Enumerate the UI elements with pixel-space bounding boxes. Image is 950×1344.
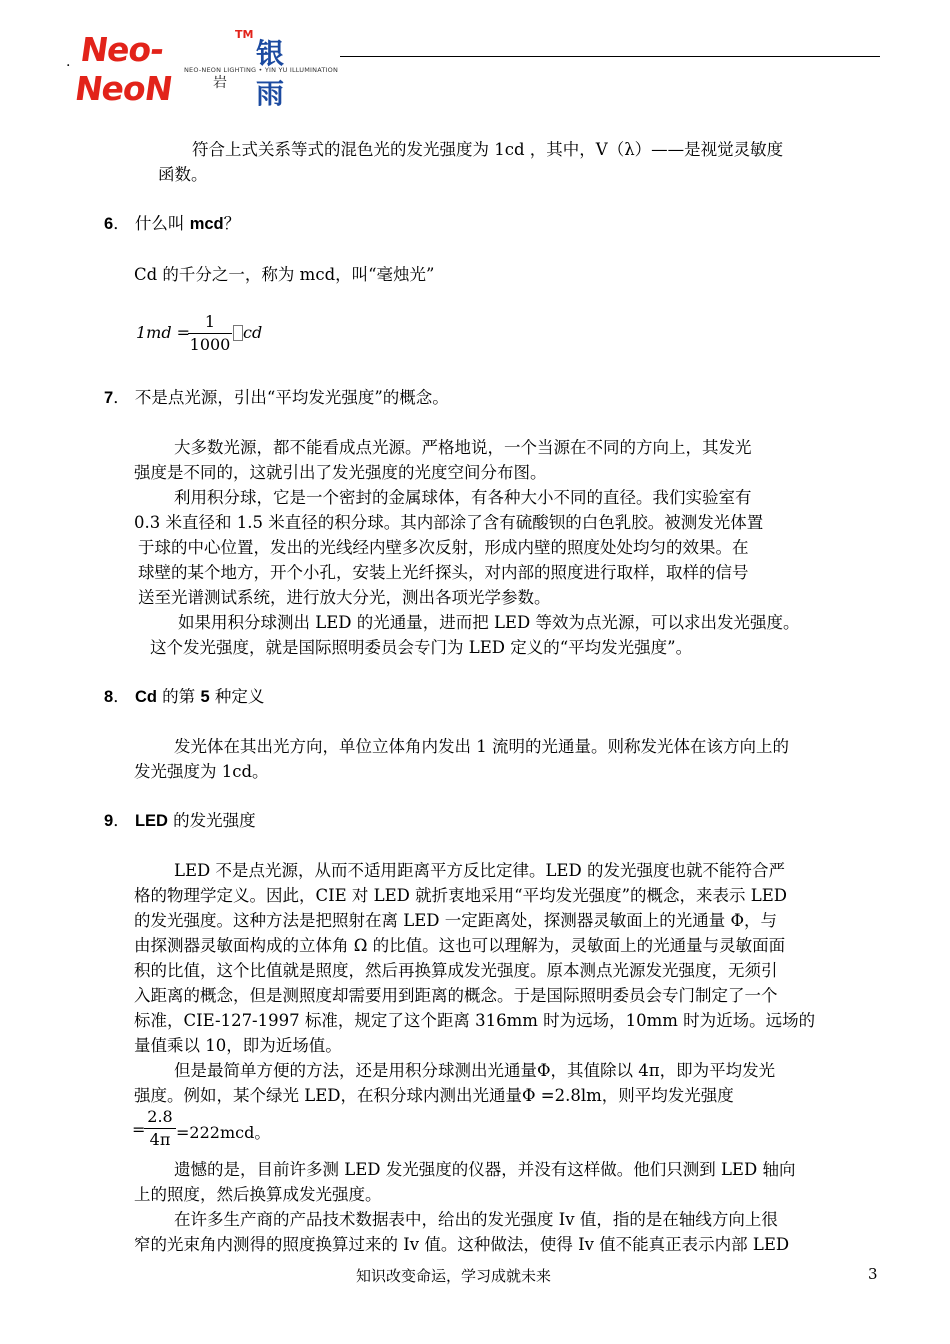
s7-line: 如果用积分球测出 LED 的光通量，进而把 LED 等效为点光源，可以求出发光强度。 — [178, 613, 800, 632]
s9-line: 遗憾的是，目前许多测 LED 发光强度的仪器，并没有这样做。他们只测到 LED 轴向 — [174, 1160, 796, 1179]
s9-line: 标准，CIE-127-1997 标准，规定了这个距离 316mm 时为远场，10mm 时为近场。远场的 — [134, 1011, 816, 1030]
s7-line: 利用积分球，它是一个密封的金属球体，有各种大小不同的直径。我们实验室有 — [174, 488, 752, 507]
logo-under-char: 岩 — [213, 75, 227, 91]
intro-line-1: 符合上式关系等式的混色光的发光强度为 1cd ，其中，V（λ）——是视觉灵敏度 — [192, 140, 784, 159]
section-7-number: 7 — [104, 389, 114, 407]
s9-line: 的发光强度。这种方法是把照射在离 LED 一定距离处，探测器灵敏面上的光通量 Φ，与 — [134, 911, 777, 930]
s7-line: 于球的中心位置，发出的光线经内壁多次反射，形成内壁的照度处处均匀的效果。在 — [138, 538, 749, 557]
eq-fraction — [188, 311, 232, 356]
s7-line: 这个发光强度，就是国际照明委员会专门为 LED 定义的“平均发光强度”。 — [150, 638, 693, 657]
s9-line: 格的物理学定义。因此，CIE 对 LED 就折衷地采用“平均发光强度”的概念，来表示 LED — [134, 886, 787, 905]
s9-line: 由探测器灵敏面构成的立体角 Ω 的比值。这也可以理解为，灵敏面上的光通量与灵敏面面 — [134, 936, 786, 955]
s9-line: 量值乘以 10，即为近场值。 — [134, 1036, 342, 1055]
eq-numerator: 1 — [204, 312, 216, 331]
logo-trademark: TM — [235, 28, 254, 41]
header-rule — [340, 56, 880, 57]
logo-wordmark: Neo-NeoN — [72, 30, 175, 108]
s9-line: 入距离的概念，但是测照度却需要用到距离的概念。于是国际照明委员会专门制定了一个 — [134, 986, 778, 1005]
section-7-heading: 7． 不是点光源，引出“平均发光强度”的概念。 — [104, 388, 449, 407]
s9-line: 但是最简单方便的方法，还是用积分球测出光通量Φ，其值除以 4π，即为平均发光 — [174, 1061, 776, 1080]
section-6-heading: 6． 什么叫 mcd？ — [104, 214, 241, 233]
s8-line: 发光体在其出光方向，单位立体角内发出 1 流明的光通量。则称发光体在该方向上的 — [174, 737, 789, 756]
s7-line: 大多数光源，都不能看成点光源。严格地说，一个当源在不同的方向上，其发光 — [174, 438, 752, 457]
section-8-heading: 8． Cd 的第 5 种定义 — [104, 687, 265, 706]
s7-line: 送至光谱测试系统，进行放大分光，测出各项光学参数。 — [138, 588, 551, 607]
s9-line: 积的比值，这个比值就是照度，然后再换算成发光强度。原本测点光源发光强度，无须引 — [134, 961, 778, 980]
eq-denominator: 1000 — [189, 335, 231, 354]
page-number: 3 — [868, 1265, 878, 1283]
eq-numerator: 2.8 — [147, 1107, 173, 1126]
section-9-number: 9 — [104, 812, 114, 830]
section-9-heading: 9． LED 的发光强度 — [104, 811, 256, 830]
eq-right: =222mcd。 — [176, 1123, 271, 1142]
intro-line-2: 函数。 — [158, 165, 208, 184]
s9-line: LED 不是点光源，从而不适用距离平方反比定律。LED 的发光强度也就不能符合严 — [174, 861, 785, 880]
section-6-number: 6 — [104, 215, 114, 233]
s9-line: 强度。例如，某个绿光 LED，在积分球内测出光通量Φ =2.8lm，则平均发光强度 — [134, 1086, 734, 1105]
s7-line: 强度是不同的，这就引出了发光强度的光度空间分布图。 — [134, 463, 547, 482]
s7-line: 球壁的某个地方，开个小孔，安装上光纤探头，对内部的照度进行取样，取样的信号 — [138, 563, 749, 582]
eq-denominator: 4π — [149, 1130, 171, 1149]
eq-left: 1md = — [136, 323, 191, 342]
s9-line: 窄的光束角内测得的照度换算过来的 Iv 值。这种做法，使得 Iv 值不能真正表示内部 LED — [134, 1235, 790, 1254]
eq-right: cd — [243, 323, 263, 342]
missing-glyph-box — [233, 325, 243, 341]
s7-line: 0.3 米直径和 1.5 米直径的积分球。其内部涂了含有硫酸钡的白色乳胶。被测发光体置 — [134, 513, 764, 532]
section-8-number: 8 — [104, 688, 114, 706]
eq-fraction — [144, 1106, 176, 1151]
page-header — [60, 28, 890, 110]
s8-line: 发光强度为 1cd。 — [134, 762, 269, 781]
eq-left: = — [132, 1120, 146, 1139]
s9-line: 上的照度，然后换算成发光强度。 — [134, 1185, 382, 1204]
logo-dot: . — [66, 54, 71, 70]
logo-subtitle: NEO-NEON LIGHTING • YIN YU ILLUMINATION — [184, 66, 339, 74]
mcd-equation — [136, 311, 296, 361]
logo-chinese: 银雨 — [256, 37, 283, 110]
intensity-equation — [132, 1106, 292, 1156]
section-6-body: Cd 的千分之一，称为 mcd，叫“毫烛光” — [134, 265, 435, 284]
footer-motto: 知识改变命运，学习成就未来 — [356, 1267, 552, 1285]
s9-line: 在许多生产商的产品技术数据表中，给出的发光强度 Iv 值，指的是在轴线方向上很 — [174, 1210, 778, 1229]
